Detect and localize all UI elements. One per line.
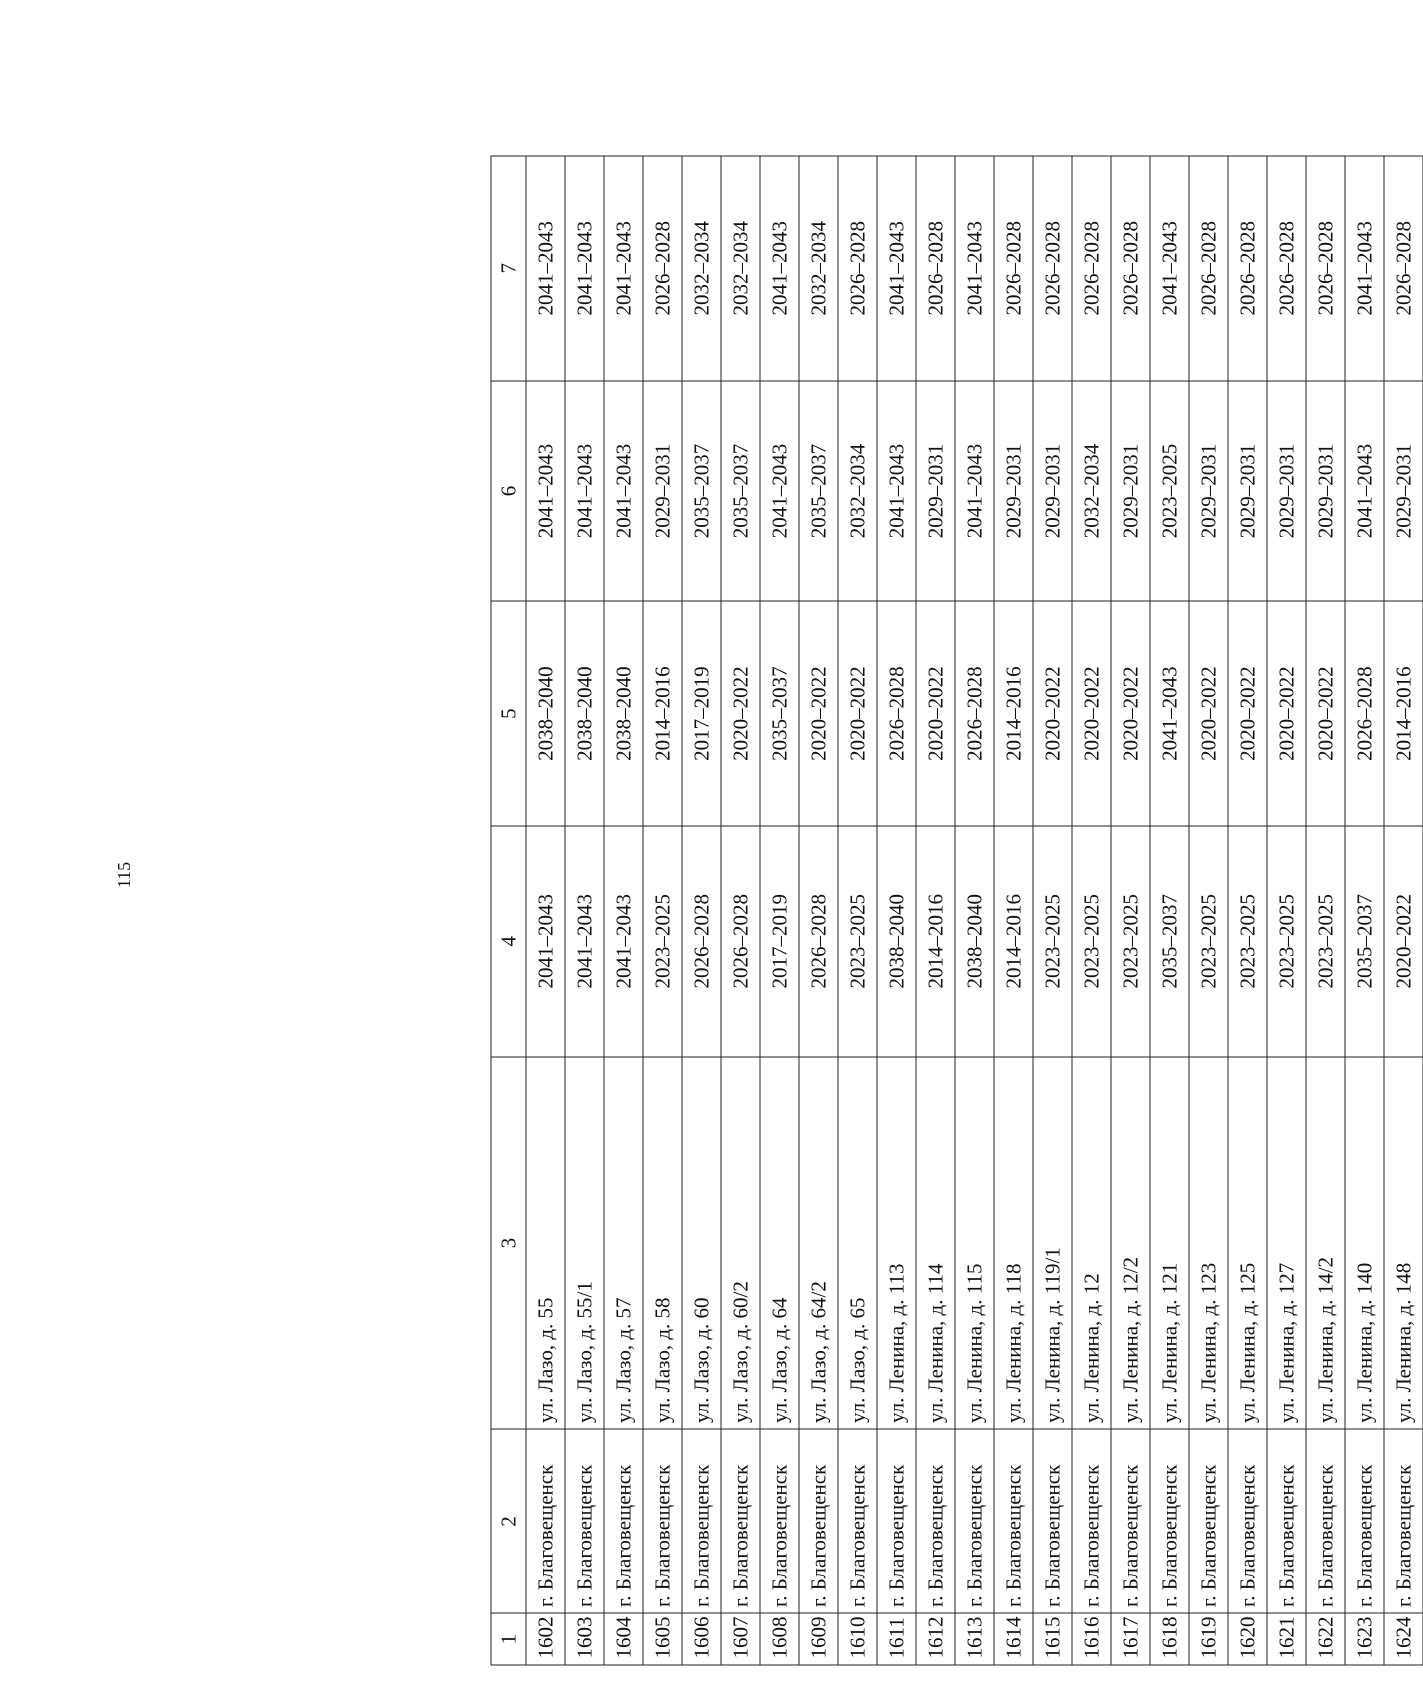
row-number-cell: 1624 [1384, 1613, 1423, 1665]
header-row [491, 156, 526, 1665]
period-cell-6: 2035–2037 [682, 380, 721, 601]
period-cell-5: 2020–2022 [1228, 601, 1267, 826]
period-cell-7: 2026–2028 [994, 156, 1033, 381]
row-number-cell: 1619 [1189, 1613, 1228, 1665]
period-cell-6: 2041–2043 [526, 380, 565, 601]
period-cell-4: 2023–2025 [1228, 825, 1267, 1056]
city-cell: г. Благовещенск [877, 1429, 916, 1613]
address-cell: ул. Ленина, д. 148 [1384, 1056, 1423, 1429]
period-cell-7: 2041–2043 [1345, 156, 1384, 381]
row-number-cell: 1614 [994, 1613, 1033, 1665]
address-cell: ул. Ленина, д. 123 [1189, 1056, 1228, 1429]
period-cell-5: 2020–2022 [1306, 601, 1345, 826]
period-cell-7: 2041–2043 [760, 156, 799, 381]
address-cell: ул. Ленина, д. 125 [1228, 1056, 1267, 1429]
row-number-cell: 1621 [1267, 1613, 1306, 1665]
period-cell-7: 2041–2043 [526, 156, 565, 381]
period-cell-5: 2038–2040 [526, 601, 565, 826]
address-cell: ул. Ленина, д. 127 [1267, 1056, 1306, 1429]
table-row [760, 156, 799, 1665]
address-cell: ул. Ленина, д. 140 [1345, 1056, 1384, 1429]
table-row [877, 156, 916, 1665]
table-row [1189, 156, 1228, 1665]
column-header-1: 1 [491, 1613, 526, 1665]
period-cell-7: 2026–2028 [1033, 156, 1072, 381]
period-cell-6: 2029–2031 [1384, 380, 1423, 601]
period-cell-5: 2020–2022 [1033, 601, 1072, 826]
period-cell-6: 2035–2037 [721, 380, 760, 601]
city-cell: г. Благовещенск [526, 1429, 565, 1613]
address-cell: ул. Лазо, д. 64 [760, 1056, 799, 1429]
period-cell-5: 2038–2040 [565, 601, 604, 826]
city-cell: г. Благовещенск [682, 1429, 721, 1613]
period-cell-7: 2032–2034 [799, 156, 838, 381]
city-cell: г. Благовещенск [721, 1429, 760, 1613]
row-number-cell: 1620 [1228, 1613, 1267, 1665]
city-cell: г. Благовещенск [1150, 1429, 1189, 1613]
period-cell-5: 2020–2022 [1072, 601, 1111, 826]
period-cell-4: 2014–2016 [994, 825, 1033, 1056]
row-number-cell: 1603 [565, 1613, 604, 1665]
column-header-2: 2 [491, 1429, 526, 1613]
column-header-4: 4 [491, 825, 526, 1056]
city-cell: г. Благовещенск [916, 1429, 955, 1613]
city-cell: г. Благовещенск [1228, 1429, 1267, 1613]
period-cell-7: 2026–2028 [1189, 156, 1228, 381]
row-number-cell: 1611 [877, 1613, 916, 1665]
city-cell: г. Благовещенск [604, 1429, 643, 1613]
row-number-cell: 1604 [604, 1613, 643, 1665]
address-cell: ул. Лазо, д. 60 [682, 1056, 721, 1429]
address-cell: ул. Лазо, д. 55/1 [565, 1056, 604, 1429]
period-cell-7: 2032–2034 [721, 156, 760, 381]
period-cell-5: 2026–2028 [1345, 601, 1384, 826]
period-cell-5: 2020–2022 [838, 601, 877, 826]
period-cell-5: 2020–2022 [721, 601, 760, 826]
period-cell-7: 2026–2028 [916, 156, 955, 381]
city-cell: г. Благовещенск [760, 1429, 799, 1613]
address-cell: ул. Лазо, д. 65 [838, 1056, 877, 1429]
period-cell-6: 2035–2037 [799, 380, 838, 601]
period-cell-5: 2038–2040 [604, 601, 643, 826]
table-row [1306, 156, 1345, 1665]
address-cell: ул. Лазо, д. 64/2 [799, 1056, 838, 1429]
city-cell: г. Благовещенск [1345, 1429, 1384, 1613]
period-cell-7: 2026–2028 [1384, 156, 1423, 381]
period-cell-6: 2041–2043 [604, 380, 643, 601]
period-cell-4: 2041–2043 [604, 825, 643, 1056]
table-row [1345, 156, 1384, 1665]
period-cell-4: 2041–2043 [565, 825, 604, 1056]
period-cell-4: 2023–2025 [838, 825, 877, 1056]
period-cell-4: 2017–2019 [760, 825, 799, 1056]
table-row [1033, 156, 1072, 1665]
city-cell: г. Благовещенск [1384, 1429, 1423, 1613]
period-cell-6: 2029–2031 [1267, 380, 1306, 601]
row-number-cell: 1610 [838, 1613, 877, 1665]
city-cell: г. Благовещенск [799, 1429, 838, 1613]
row-number-cell: 1602 [526, 1613, 565, 1665]
period-cell-4: 2023–2025 [1267, 825, 1306, 1056]
period-cell-5: 2014–2016 [1384, 601, 1423, 826]
column-header-6: 6 [491, 380, 526, 601]
table-row [1150, 156, 1189, 1665]
period-cell-4: 2026–2028 [682, 825, 721, 1056]
period-cell-5: 2020–2022 [1189, 601, 1228, 826]
period-cell-7: 2041–2043 [877, 156, 916, 381]
period-cell-7: 2026–2028 [1267, 156, 1306, 381]
table-row [721, 156, 760, 1665]
row-number-cell: 1612 [916, 1613, 955, 1665]
table-row [526, 156, 565, 1665]
period-cell-5: 2026–2028 [955, 601, 994, 826]
period-cell-6: 2041–2043 [1345, 380, 1384, 601]
period-cell-5: 2041–2043 [1150, 601, 1189, 826]
period-cell-6: 2032–2034 [838, 380, 877, 601]
period-cell-5: 2017–2019 [682, 601, 721, 826]
period-cell-4: 2035–2037 [1150, 825, 1189, 1056]
period-cell-5: 2014–2016 [994, 601, 1033, 826]
address-cell: ул. Ленина, д. 114 [916, 1056, 955, 1429]
period-cell-5: 2014–2016 [643, 601, 682, 826]
period-cell-6: 2029–2031 [1189, 380, 1228, 601]
period-cell-6: 2029–2031 [1306, 380, 1345, 601]
row-number-cell: 1605 [643, 1613, 682, 1665]
period-cell-6: 2041–2043 [955, 380, 994, 601]
period-cell-5: 2020–2022 [1267, 601, 1306, 826]
period-cell-4: 2035–2037 [1345, 825, 1384, 1056]
city-cell: г. Благовещенск [838, 1429, 877, 1613]
row-number-cell: 1607 [721, 1613, 760, 1665]
period-cell-4: 2023–2025 [1306, 825, 1345, 1056]
period-cell-4: 2026–2028 [721, 825, 760, 1056]
period-cell-7: 2026–2028 [643, 156, 682, 381]
table-row [1111, 156, 1150, 1665]
period-cell-4: 2023–2025 [1111, 825, 1150, 1056]
period-cell-4: 2038–2040 [877, 825, 916, 1056]
table-body [526, 156, 1423, 1665]
address-cell: ул. Ленина, д. 119/1 [1033, 1056, 1072, 1429]
period-cell-7: 2041–2043 [955, 156, 994, 381]
period-cell-7: 2032–2034 [682, 156, 721, 381]
address-cell: ул. Ленина, д. 118 [994, 1056, 1033, 1429]
table-header [491, 156, 526, 1665]
row-number-cell: 1606 [682, 1613, 721, 1665]
period-cell-5: 2035–2037 [760, 601, 799, 826]
address-cell: ул. Ленина, д. 115 [955, 1056, 994, 1429]
table-row [565, 156, 604, 1665]
table-row [643, 156, 682, 1665]
period-cell-5: 2020–2022 [1111, 601, 1150, 826]
period-cell-6: 2029–2031 [1033, 380, 1072, 601]
table-row [682, 156, 721, 1665]
table-row [994, 156, 1033, 1665]
table-row [1384, 156, 1423, 1665]
period-cell-4: 2038–2040 [955, 825, 994, 1056]
period-cell-6: 2032–2034 [1072, 380, 1111, 601]
city-cell: г. Благовещенск [1189, 1429, 1228, 1613]
row-number-cell: 1617 [1111, 1613, 1150, 1665]
column-header-7: 7 [491, 156, 526, 381]
period-cell-7: 2041–2043 [604, 156, 643, 381]
period-cell-4: 2020–2022 [1384, 825, 1423, 1056]
register-table [490, 155, 1423, 1665]
address-cell: ул. Ленина, д. 113 [877, 1056, 916, 1429]
period-cell-5: 2026–2028 [877, 601, 916, 826]
address-cell: ул. Ленина, д. 121 [1150, 1056, 1189, 1429]
period-cell-7: 2041–2043 [565, 156, 604, 381]
table-row [838, 156, 877, 1665]
city-cell: г. Благовещенск [994, 1429, 1033, 1613]
column-header-5: 5 [491, 601, 526, 826]
city-cell: г. Благовещенск [955, 1429, 994, 1613]
row-number-cell: 1618 [1150, 1613, 1189, 1665]
row-number-cell: 1623 [1345, 1613, 1384, 1665]
page-number: 115 [114, 861, 134, 889]
table-row [604, 156, 643, 1665]
period-cell-5: 2020–2022 [799, 601, 838, 826]
row-number-cell: 1613 [955, 1613, 994, 1665]
address-cell: ул. Лазо, д. 55 [526, 1056, 565, 1429]
row-number-cell: 1608 [760, 1613, 799, 1665]
table-row [916, 156, 955, 1665]
period-cell-4: 2014–2016 [916, 825, 955, 1056]
city-cell: г. Благовещенск [1033, 1429, 1072, 1613]
period-cell-4: 2023–2025 [1189, 825, 1228, 1056]
city-cell: г. Благовещенск [1072, 1429, 1111, 1613]
period-cell-6: 2029–2031 [1111, 380, 1150, 601]
period-cell-6: 2029–2031 [994, 380, 1033, 601]
period-cell-4: 2026–2028 [799, 825, 838, 1056]
period-cell-6: 2029–2031 [1228, 380, 1267, 601]
period-cell-4: 2041–2043 [526, 825, 565, 1056]
city-cell: г. Благовещенск [1111, 1429, 1150, 1613]
register-table-container [490, 155, 1415, 1665]
period-cell-4: 2023–2025 [1072, 825, 1111, 1056]
table-row [799, 156, 838, 1665]
city-cell: г. Благовещенск [643, 1429, 682, 1613]
period-cell-4: 2023–2025 [1033, 825, 1072, 1056]
address-cell: ул. Ленина, д. 12/2 [1111, 1056, 1150, 1429]
city-cell: г. Благовещенск [1267, 1429, 1306, 1613]
table-row [1267, 156, 1306, 1665]
period-cell-7: 2026–2028 [1228, 156, 1267, 381]
address-cell: ул. Ленина, д. 12 [1072, 1056, 1111, 1429]
period-cell-6: 2041–2043 [877, 380, 916, 601]
period-cell-5: 2020–2022 [916, 601, 955, 826]
row-number-cell: 1615 [1033, 1613, 1072, 1665]
row-number-cell: 1622 [1306, 1613, 1345, 1665]
period-cell-6: 2029–2031 [916, 380, 955, 601]
city-cell: г. Благовещенск [1306, 1429, 1345, 1613]
address-cell: ул. Ленина, д. 14/2 [1306, 1056, 1345, 1429]
table-row [1228, 156, 1267, 1665]
row-number-cell: 1616 [1072, 1613, 1111, 1665]
column-header-3: 3 [491, 1056, 526, 1429]
period-cell-4: 2023–2025 [643, 825, 682, 1056]
address-cell: ул. Лазо, д. 58 [643, 1056, 682, 1429]
city-cell: г. Благовещенск [565, 1429, 604, 1613]
row-number-cell: 1609 [799, 1613, 838, 1665]
period-cell-7: 2026–2028 [1072, 156, 1111, 381]
address-cell: ул. Лазо, д. 60/2 [721, 1056, 760, 1429]
period-cell-7: 2026–2028 [838, 156, 877, 381]
period-cell-6: 2041–2043 [565, 380, 604, 601]
address-cell: ул. Лазо, д. 57 [604, 1056, 643, 1429]
table-row [955, 156, 994, 1665]
period-cell-7: 2026–2028 [1306, 156, 1345, 381]
period-cell-6: 2029–2031 [643, 380, 682, 601]
period-cell-6: 2023–2025 [1150, 380, 1189, 601]
period-cell-6: 2041–2043 [760, 380, 799, 601]
period-cell-7: 2041–2043 [1150, 156, 1189, 381]
table-row [1072, 156, 1111, 1665]
period-cell-7: 2026–2028 [1111, 156, 1150, 381]
